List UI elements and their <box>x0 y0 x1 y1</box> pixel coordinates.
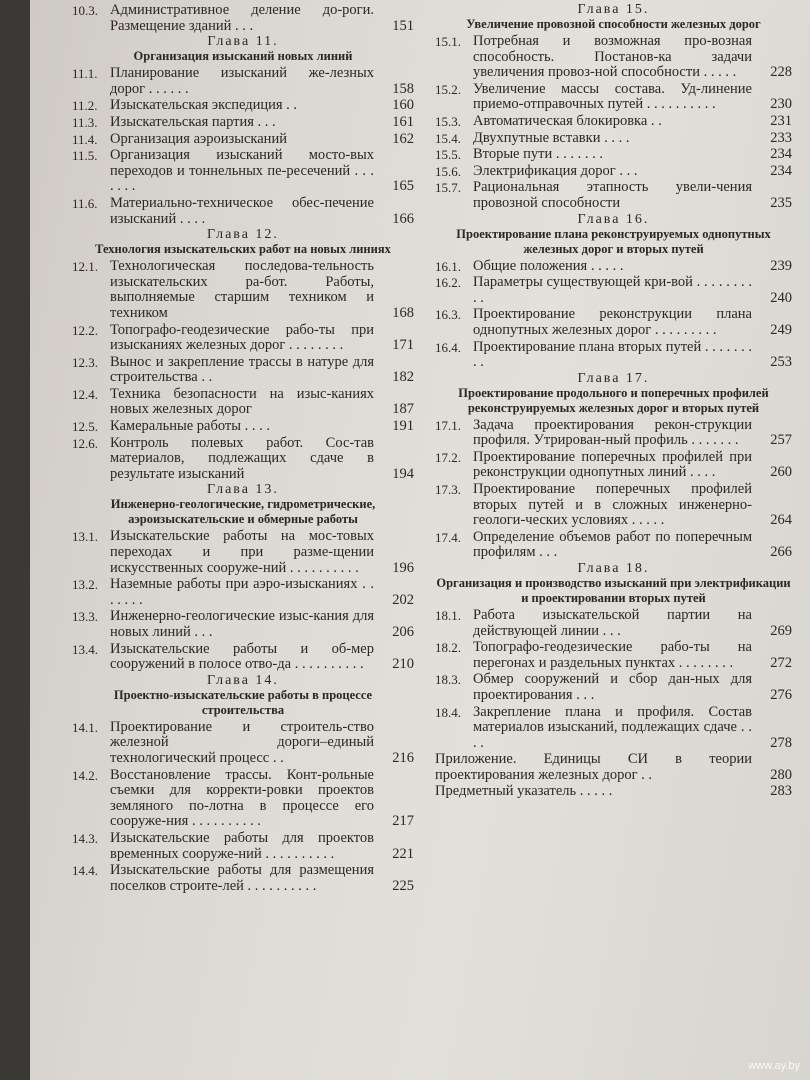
toc-entry <box>435 418 792 449</box>
section-title: Планирование изысканий же-лезных дорог . . . . . . <box>110 65 374 97</box>
toc-entry <box>435 752 792 783</box>
chapter-title: Увеличение провозной способности железных дорог <box>466 17 761 31</box>
section-number: 16.2. <box>435 275 461 291</box>
section-title: Проектирование поперечных профилей вторых путей и в сложных инженерно-геологи-ческих условиях . . . . . <box>473 481 752 529</box>
chapter-number: Глава 14. <box>207 672 279 688</box>
page-number: 165 <box>392 178 414 195</box>
page-number: 151 <box>392 17 414 34</box>
toc-entry <box>435 82 792 113</box>
section-title: Наземные работы при аэро-изысканиях . . . . . . . <box>110 576 374 608</box>
page-number: 233 <box>770 129 792 146</box>
section-title: Работа изыскательской партии на действующей линии . . . <box>473 607 752 639</box>
section-title: Потребная и возможная про-возная способность. Постанов-ка задачи увеличения провоз-ной способности . . . . . <box>473 33 752 81</box>
page-number: 235 <box>770 194 792 211</box>
toc-entry <box>435 307 792 338</box>
toc-entry <box>435 275 792 306</box>
section-title: Материально-техническое обес-печение изысканий . . . . <box>110 194 374 227</box>
section-title: Проектирование плана вторых путей . . . . . . . . . <box>473 338 752 371</box>
section-number: 12.1. <box>72 259 98 275</box>
section-number: 15.6. <box>435 163 461 179</box>
toc-entry <box>435 450 792 481</box>
page-number: 272 <box>770 654 792 671</box>
section-title: Изыскательская экспедиция . . <box>110 97 298 114</box>
toc-entry <box>72 355 414 386</box>
section-title: Обмер сооружений и сбор дан-ных для проектирования . . . <box>473 671 752 703</box>
toc-entry <box>435 482 792 529</box>
section-title: Закрепление плана и профиля. Состав материалов изысканий, подлежащих сдаче . . . . <box>473 703 752 751</box>
page-number: 228 <box>770 64 792 81</box>
page-number: 239 <box>770 257 792 274</box>
section-title: Проектирование и строитель-ство железной дороги–единый технологический процесс . . <box>110 718 374 766</box>
chapter-number: Глава 15. <box>577 2 650 17</box>
toc-entry <box>72 609 414 640</box>
section-title: Изыскательская партия . . . <box>110 113 276 130</box>
section-title: Восстановление трассы. Конт-рольные съемки для корректи-ровки проектов земляного по-лотна в процессе его сооруже-ния . . . . . . . . . . <box>110 766 374 830</box>
toc-entry <box>435 131 792 147</box>
page-number: 158 <box>392 80 414 97</box>
page-number: 210 <box>392 656 414 673</box>
section-title: Автоматическая блокировка . . <box>473 112 662 129</box>
section-number: 17.4. <box>435 529 461 545</box>
toc-entry <box>72 419 414 435</box>
toc-entry <box>72 323 414 354</box>
toc-right-column <box>435 2 792 799</box>
section-number: 11.1. <box>72 66 98 82</box>
section-title: Вторые пути . . . . . . . <box>473 146 603 163</box>
section-number: 18.4. <box>435 704 461 720</box>
toc-entry <box>435 34 792 81</box>
chapter-number: Глава 18. <box>577 561 650 577</box>
toc-entry <box>435 340 792 371</box>
toc-entry <box>72 196 414 227</box>
page-number: 278 <box>770 734 792 751</box>
section-number: 18.1. <box>435 608 461 624</box>
section-number: 14.4. <box>72 863 98 879</box>
section-title: Двухпутные вставки . . . . <box>473 129 630 146</box>
page-number: 168 <box>392 304 414 321</box>
chapter-number: Глава 12. <box>207 227 279 243</box>
section-number: 15.5. <box>435 147 461 163</box>
toc-entry <box>72 642 414 673</box>
section-title: Камеральные работы . . . . <box>110 418 270 435</box>
section-number: 17.1. <box>435 417 461 433</box>
page-number: 225 <box>392 877 414 894</box>
toc-entry <box>435 164 792 180</box>
toc-entry <box>72 259 414 321</box>
section-number: 12.5. <box>72 419 98 435</box>
section-number: 18.3. <box>435 672 461 688</box>
toc-entry <box>435 259 792 275</box>
section-title: Административное деление до-роги. Размещение зданий . . . <box>110 2 374 34</box>
page-number: 217 <box>392 813 414 830</box>
section-number: 12.2. <box>72 322 98 338</box>
page-number: 240 <box>770 289 792 306</box>
section-title: Увеличение массы состава. Уд-линение приемо-отправочных путей . . . . . . . . . . <box>473 80 752 113</box>
page-number: 230 <box>770 96 792 113</box>
page-number: 191 <box>392 418 414 435</box>
section-number: 12.6. <box>72 435 98 451</box>
page-number: 182 <box>392 369 414 386</box>
section-number: 16.4. <box>435 339 461 355</box>
section-title: Определение объемов работ по поперечным профилям . . . <box>473 528 752 561</box>
section-title: Общие положения . . . . . <box>473 257 624 274</box>
toc-left-column <box>72 2 414 895</box>
section-number: 11.5. <box>72 148 98 164</box>
chapter-number: Глава 11. <box>207 34 279 50</box>
page-number: 257 <box>770 432 792 449</box>
section-title: Организация изысканий мосто-вых переходов и тоннельных пе-ресечений . . . . . . . <box>110 147 374 195</box>
section-title: Предметный указатель . . . . . <box>435 782 613 799</box>
chapter-title: Организация и производство изысканий при электрификации и проектировании вторых путей <box>436 576 791 606</box>
section-title: Задача проектирования рекон-струкции профиля. Утрирован-ный профиль . . . . . . . <box>473 416 752 449</box>
toc-entry <box>72 577 414 608</box>
toc-entry <box>72 98 414 114</box>
section-number: 14.3. <box>72 830 98 846</box>
section-title: Изыскательские работы для размещения поселков строите-лей . . . . . . . . . . <box>110 862 374 894</box>
section-number: 11.6. <box>72 195 98 211</box>
toc-entry <box>72 863 414 894</box>
page-number: 166 <box>392 210 414 227</box>
section-number: 10.3. <box>72 3 98 18</box>
page-number: 266 <box>770 544 792 561</box>
section-number: 13.2. <box>72 577 98 593</box>
section-title: Изыскательские работы для проектов временных сооруже-ний . . . . . . . . . . <box>110 829 374 862</box>
page-number: 202 <box>392 591 414 608</box>
section-title: Инженерно-геологические изыс-кания для новых линий . . . <box>110 608 374 640</box>
section-title: Приложение. Единицы СИ в теории проектирования железных дорог . . <box>435 751 752 783</box>
section-number: 11.2. <box>72 98 98 114</box>
section-number: 13.3. <box>72 609 98 625</box>
section-number: 14.1. <box>72 719 98 735</box>
toc-entry <box>72 529 414 576</box>
page-number: 231 <box>770 112 792 129</box>
section-title: Топографо-геодезические рабо-ты на перегонах и раздельных пунктах . . . . . . . . <box>473 639 752 671</box>
toc-entry <box>72 720 414 767</box>
page-number: 206 <box>392 624 414 640</box>
page-number: 253 <box>770 354 792 371</box>
page-number: 269 <box>770 622 792 639</box>
page-number: 234 <box>770 146 792 163</box>
toc-entry <box>435 705 792 752</box>
section-number: 11.4. <box>72 131 98 147</box>
toc-entry <box>72 115 414 131</box>
section-number: 17.2. <box>435 449 461 465</box>
section-title: Проектирование поперечных профилей при реконструкции однопутных линий . . . . <box>473 448 752 481</box>
page-number: 194 <box>392 465 414 482</box>
page-number: 283 <box>770 782 792 799</box>
section-number: 15.2. <box>435 81 461 97</box>
chapter-title: Организация изысканий новых линий <box>133 49 353 64</box>
toc-entry <box>72 387 414 418</box>
toc-entry <box>72 768 414 830</box>
chapter-title: Инженерно-геологические, гидрометрические, аэроизыскательские и обмерные работы <box>110 497 376 527</box>
toc-entry <box>435 608 792 639</box>
chapter-title: Проектирование продольного и поперечных профилей реконструируемых железных дорог и вторых путей <box>458 385 769 415</box>
page-number: 221 <box>392 845 414 862</box>
section-number: 14.2. <box>72 767 98 783</box>
page-number: 280 <box>770 766 792 783</box>
page-number: 276 <box>770 687 792 703</box>
book-page <box>30 0 810 1080</box>
page-number: 249 <box>770 321 792 338</box>
section-title: Электрификация дорог . . . <box>473 162 638 179</box>
section-number: 12.4. <box>72 386 98 402</box>
section-title: Технологическая последова-тельность изыскательских ра-бот. Работы, выполняемые старшим техником и техником <box>110 258 374 321</box>
toc-entry <box>72 66 414 97</box>
section-number: 13.1. <box>72 529 98 545</box>
toc-entry <box>435 672 792 703</box>
section-number: 12.3. <box>72 354 98 370</box>
section-title: Топографо-геодезические рабо-ты при изысканиях железных дорог . . . . . . . . <box>110 321 374 354</box>
toc-entry <box>72 831 414 862</box>
toc-entry <box>435 784 792 800</box>
toc-entry <box>435 180 792 211</box>
chapter-number: Глава 13. <box>207 482 279 498</box>
section-title: Изыскательские работы и об-мер сооружений в полосе отво-да . . . . . . . . . . <box>110 640 374 673</box>
page-number: 171 <box>392 337 414 354</box>
section-number: 15.7. <box>435 180 461 196</box>
page-number: 196 <box>392 559 414 576</box>
toc-entry <box>435 640 792 671</box>
section-number: 16.1. <box>435 258 461 274</box>
toc-entry <box>72 148 414 195</box>
page-number: 234 <box>770 162 792 179</box>
section-number: 17.3. <box>435 482 461 498</box>
chapter-number: Глава 17. <box>577 370 650 386</box>
section-title: Проектирование реконструкции плана однопутных железных дорог . . . . . . . . . <box>473 306 752 338</box>
section-title: Контроль полевых работ. Сос-тав материалов, подлежащих сдаче в результате изысканий <box>110 434 374 482</box>
section-number: 15.4. <box>435 130 461 146</box>
section-number: 15.1. <box>435 34 461 49</box>
chapter-title: Проектно-изыскательские работы в процессе строительства <box>113 687 373 717</box>
toc-entry <box>435 147 792 163</box>
chapter-number: Глава 16. <box>577 211 650 227</box>
page-number: 161 <box>392 113 414 130</box>
watermark: www.ay.by <box>748 1060 800 1072</box>
page-number: 216 <box>392 749 414 766</box>
page-number: 187 <box>392 401 414 418</box>
toc-entry <box>72 3 414 34</box>
page-number: 160 <box>392 97 414 114</box>
section-number: 18.2. <box>435 640 461 656</box>
section-title: Рациональная этапность увели-чения провозной способности <box>473 179 752 211</box>
chapter-title: Технология изыскательских работ на новых линиях <box>95 242 391 257</box>
toc-entry <box>72 436 414 483</box>
toc-entry <box>72 132 414 148</box>
section-title: Параметры существующей кри-вой . . . . . . . . . . <box>473 274 752 306</box>
section-number: 13.4. <box>72 641 98 657</box>
section-number: 15.3. <box>435 113 461 129</box>
page-number: 260 <box>770 464 792 481</box>
section-title: Организация аэроизысканий <box>110 130 287 147</box>
section-title: Изыскательские работы на мос-товых переходах и при разме-щении искусственных сооруже-ний . . . . . . . . . . <box>110 528 374 576</box>
toc-entry <box>435 114 792 130</box>
chapter-title: Проектирование плана реконструируемых однопутных железных дорог и вторых путей <box>456 226 771 256</box>
section-title: Вынос и закрепление трассы в натуре для строительства . . <box>110 353 374 386</box>
section-number: 11.3. <box>72 114 98 130</box>
section-number: 16.3. <box>435 307 461 323</box>
section-title: Техника безопасности на изыс-каниях новых железных дорог <box>110 385 374 418</box>
page-number: 162 <box>392 130 414 147</box>
toc-entry <box>435 530 792 561</box>
page-number: 264 <box>770 512 792 529</box>
